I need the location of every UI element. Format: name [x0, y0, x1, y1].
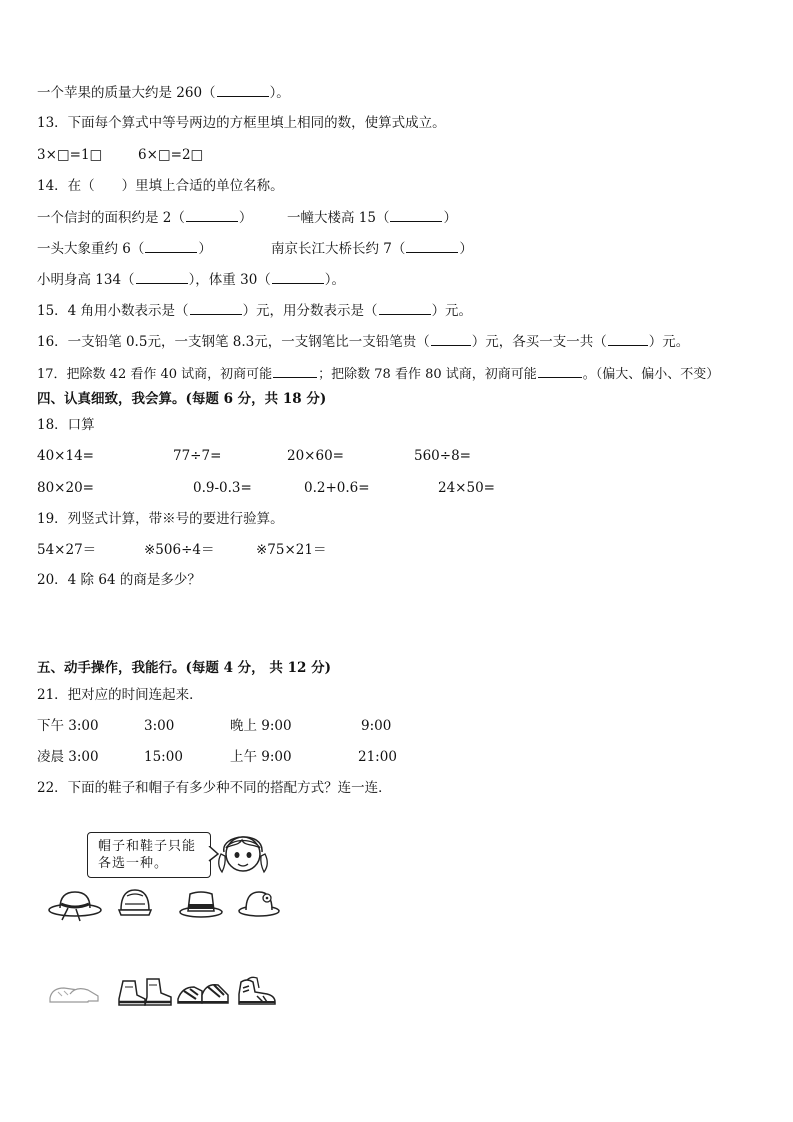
question-20: 20．4 除 64 的商是多少？ [37, 572, 201, 588]
question-19: 19．列竖式计算，带※号的要进行验算。 [37, 511, 284, 527]
girl-face-icon [214, 826, 272, 882]
cap-icon [117, 884, 153, 924]
question-18: 18．口算 [37, 417, 95, 433]
calc-item: 0.9-0.3= [193, 480, 252, 496]
calc-item: 77÷7= [173, 448, 222, 464]
time-item: 凌晨 3:00 [37, 749, 99, 765]
time-item: 上午 9:00 [230, 749, 292, 765]
flower-hat-icon [237, 884, 281, 922]
boot-icon [117, 975, 175, 1009]
sun-hat-icon [46, 884, 104, 924]
section-4-heading: 四、认真细致，我会算。(每题 6 分，共 18 分) [37, 391, 327, 407]
vertical-calc-item: ※506÷4＝ [144, 542, 215, 558]
calc-item: 80×20= [37, 480, 94, 496]
fedora-icon [178, 886, 224, 922]
question-22: 22．下面的鞋子和帽子有多少种不同的搭配方式？连一连． [37, 780, 392, 796]
calc-item: 24×50= [438, 480, 495, 496]
speech-bubble-text: 帽子和鞋子只能各选一种。 [98, 839, 197, 871]
sport-shoe-icon [237, 976, 279, 1008]
question-14-envelope: 一个信封的面积约是 2（ ） [37, 210, 253, 226]
calc-item: 20×60= [287, 448, 344, 464]
question-14: 14．在（ ）里填上合适的单位名称。 [37, 178, 284, 194]
answer-blank[interactable] [190, 302, 242, 315]
question-17: 17．把除数 42 看作 40 试商，初商可能 ；把除数 78 看作 80 试商，初商可能 。（偏大、偏小、不变） [37, 367, 720, 382]
question-14-xiaoming: 小明身高 134（ ），体重 30（ ）。 [37, 272, 346, 288]
question-13-formula-b: 6×□=2□ [138, 147, 204, 163]
question-13: 13．下面每个算式中等号两边的方框里填上相同的数，使算式成立。 [37, 115, 446, 131]
question-15: 15．4 角用小数表示是（ ）元，用分数表示是（ ）元。 [37, 303, 473, 319]
section-5-heading: 五、动手操作，我能行。(每题 4 分， 共 12 分) [37, 660, 331, 676]
answer-blank[interactable] [431, 333, 471, 346]
time-item: 晚上 9:00 [230, 718, 292, 734]
time-item: 下午 3:00 [37, 718, 99, 734]
vertical-calc-item: ※75×21＝ [256, 542, 327, 558]
answer-blank[interactable] [145, 240, 197, 253]
calc-item: 40×14= [37, 448, 94, 464]
time-item: 21:00 [358, 749, 397, 765]
answer-blank[interactable] [272, 271, 324, 284]
question-14-building: 一幢大楼高 15（ ） [287, 210, 457, 226]
answer-blank[interactable] [406, 240, 458, 253]
answer-blank[interactable] [608, 333, 648, 346]
time-item: 15:00 [144, 749, 183, 765]
question-14-elephant: 一头大象重约 6（ ） [37, 241, 212, 257]
apple-question-text: 一个苹果的质量大约是 260（ [37, 85, 216, 101]
answer-blank[interactable] [217, 84, 269, 97]
answer-blank[interactable] [136, 271, 188, 284]
speech-bubble [87, 832, 211, 878]
answer-blank[interactable] [186, 209, 238, 222]
calc-item: 0.2+0.6= [304, 480, 370, 496]
calc-item: 560÷8= [414, 448, 471, 464]
sandal-icon [176, 977, 230, 1007]
time-item: 9:00 [361, 718, 392, 734]
question-16: 16．一支铅笔 0.5元，一支钢笔 8.3元，一支钢笔比一支铅笔贵（ ）元，各买一支一共（ ）元。 [37, 334, 690, 350]
question-13-formula-a: 3×□=1□ [37, 147, 103, 163]
sneaker-icon [48, 980, 102, 1006]
time-item: 3:00 [144, 718, 175, 734]
question-14-bridge: 南京长江大桥长约 7（ ） [271, 241, 473, 257]
answer-blank[interactable] [273, 365, 317, 378]
question-21: 21．把对应的时间连起来． [37, 687, 203, 703]
answer-blank[interactable] [538, 365, 582, 378]
apple-question-line: 一个苹果的质量大约是 260（ ）。 [37, 85, 290, 101]
answer-blank[interactable] [390, 209, 442, 222]
answer-blank[interactable] [379, 302, 431, 315]
vertical-calc-item: 54×27＝ [37, 542, 97, 558]
